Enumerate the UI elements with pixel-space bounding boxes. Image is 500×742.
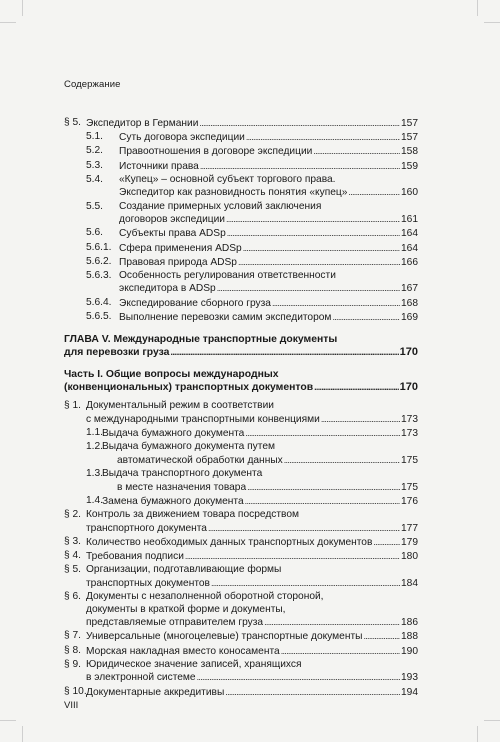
toc-entry-title: Выдача транспортного документа: [102, 468, 263, 480]
toc-entry-number: § 10.: [64, 685, 87, 697]
toc-entry-number: § 9.: [64, 658, 81, 670]
toc-page-number: 180: [401, 551, 418, 563]
dot-leader: [272, 297, 400, 311]
toc-entry-title: Документы с незаполненной оборотной стороной,: [86, 591, 324, 603]
dot-leader: [284, 454, 400, 468]
toc-page-number: 193: [401, 672, 418, 684]
dot-leader: [185, 550, 400, 564]
dot-leader: [197, 671, 400, 685]
toc-entry-title: в месте назначения товара: [117, 481, 247, 493]
toc-entry-number: 5.6.3.: [86, 269, 112, 281]
toc-entry: [64, 270, 418, 296]
toc-entry-number: 1.1.: [86, 427, 103, 439]
toc-entry-number: 5.6.: [86, 227, 103, 239]
toc-entry: [64, 427, 418, 441]
toc-entry: [64, 256, 418, 270]
toc-entry-number: 5.4.: [86, 173, 103, 185]
toc-entry: [64, 564, 418, 590]
toc-entry: [64, 659, 418, 685]
toc-entry-title: Субъекты права ADSp: [119, 228, 226, 240]
toc-page-number: 168: [401, 297, 418, 309]
toc-entry-number: § 7.: [64, 630, 81, 642]
dot-leader: [217, 282, 400, 296]
dot-leader: [348, 186, 400, 200]
toc-page-number: 173: [401, 414, 418, 426]
toc-entry-number: 5.6.1.: [86, 241, 112, 253]
toc-entry: [64, 311, 418, 325]
dot-leader: [314, 381, 399, 394]
toc-page-number: 194: [401, 686, 418, 698]
toc-entry: [64, 400, 418, 426]
toc-entry: [64, 242, 418, 256]
toc-entry-title: в электронной системе: [86, 672, 196, 684]
toc-page-number: 161: [401, 214, 418, 226]
toc-entry-title: ГЛАВА V. Международные транспортные документы: [64, 334, 338, 346]
toc-entry-title: Юридическое значение записей, хранящихся: [86, 658, 302, 670]
dot-leader: [246, 131, 400, 145]
toc-page-number: 164: [401, 242, 418, 254]
toc-page-number: 164: [401, 228, 418, 240]
dot-leader: [200, 160, 400, 174]
toc-entry-title: Организации, подготавливающие формы: [86, 564, 282, 576]
toc-entry-title: Требования подписи: [86, 551, 184, 563]
toc-entry: [64, 297, 418, 311]
toc-entry: [64, 174, 418, 200]
crop-mark: [0, 22, 16, 23]
dot-leader: [332, 311, 400, 325]
toc-chapter: [64, 333, 418, 359]
toc-entry: [64, 201, 418, 227]
toc-entry: [64, 536, 418, 550]
crop-mark: [0, 720, 16, 721]
toc-entry-title: «Купец» – основной субъект торгового права.: [119, 173, 336, 185]
toc-part: [64, 368, 418, 394]
dot-leader: [247, 481, 400, 495]
crop-mark: [22, 726, 23, 742]
toc-entry-title: Сфера применения ADSp: [119, 242, 242, 254]
dot-leader: [245, 427, 400, 441]
toc-entry-title: с международными транспортными конвенциями: [86, 414, 320, 426]
toc-entry: [64, 441, 418, 467]
toc-entry: [64, 227, 418, 241]
toc-entry: [64, 591, 418, 630]
toc-entry-title: автоматической обработки данных: [117, 455, 283, 466]
toc-entry-number: 1.2.: [86, 441, 103, 453]
toc-entry: [64, 160, 418, 174]
toc-entry: [64, 686, 418, 700]
toc-page-number: 159: [401, 160, 418, 172]
toc-entry-title: Правоотношения в договоре экспедиции: [119, 146, 313, 158]
toc-entry-title: Экспедирование сборного груза: [119, 297, 271, 309]
toc-entry: [64, 630, 418, 644]
dot-leader: [227, 227, 400, 241]
toc-entry: [64, 117, 418, 131]
toc-entry-title: Часть I. Общие вопросы международных: [64, 369, 279, 381]
dot-leader: [238, 256, 400, 270]
toc-entry-number: 1.4.: [86, 494, 103, 506]
toc-entry-number: § 2.: [64, 509, 81, 521]
toc-page-number: 157: [401, 118, 418, 129]
toc-page-number: 177: [401, 522, 418, 534]
dot-leader: [281, 645, 400, 659]
dot-leader: [243, 242, 400, 256]
toc-page-number: 160: [401, 187, 418, 199]
toc-entry-title: для перевозки груза: [64, 347, 170, 359]
toc-page-number: 170: [399, 346, 418, 359]
dot-leader: [313, 145, 400, 159]
toc-page-number: 188: [401, 631, 418, 643]
toc-page-number: 158: [401, 146, 418, 158]
toc-entry: [64, 468, 418, 494]
toc-entry-title: Количество необходимых данных транспортных документов: [86, 536, 373, 548]
table-of-contents: [64, 117, 418, 700]
toc-entry-title: Создание примерных условий заключения: [119, 200, 322, 212]
crop-mark: [484, 720, 500, 721]
toc-entry-title: Источники права: [119, 160, 199, 172]
dot-leader: [170, 346, 398, 359]
toc-entry-number: 5.6.2.: [86, 255, 112, 267]
toc-page-number: 170: [399, 381, 418, 394]
toc-entry-title: (конвенциональных) транспортных документов: [64, 382, 314, 394]
toc-entry: [64, 509, 418, 535]
crop-mark: [477, 0, 478, 16]
toc-entry-title: Суть договора экспедиции: [119, 132, 245, 144]
dot-leader: [245, 495, 400, 509]
crop-mark: [22, 0, 23, 16]
toc-page-number: 179: [401, 536, 418, 548]
toc-entry-title: Контроль за движением товара посредством: [86, 509, 299, 521]
toc-page-number: 190: [401, 645, 418, 657]
toc-entry-title: документы в краткой форме и документы,: [86, 603, 286, 615]
toc-entry-number: § 4.: [64, 550, 81, 562]
toc-page-number: 166: [401, 256, 418, 268]
toc-page-number: 157: [401, 132, 418, 144]
toc-entry-title: представляемые отправителем груза: [86, 617, 264, 629]
toc-entry-title: договоров экспедиции: [119, 214, 225, 226]
toc-page-number: 184: [401, 577, 418, 589]
toc-entry: [64, 131, 418, 145]
toc-entry-number: 5.3.: [86, 159, 103, 171]
dot-leader: [211, 577, 400, 591]
toc-entry-number: § 6.: [64, 591, 81, 603]
crop-mark: [477, 726, 478, 742]
toc-entry-title: Выполнение перевозки самим экспедитором: [119, 311, 332, 323]
toc-entry-title: Документальный режим в соответствии: [86, 400, 274, 412]
toc-entry-number: § 8.: [64, 644, 81, 656]
dot-leader: [225, 686, 400, 700]
toc-entry-number: § 5.: [64, 117, 81, 128]
toc-entry-title: транспортного документа: [86, 522, 207, 534]
toc-entry-number: 5.2.: [86, 145, 103, 157]
toc-page-number: 176: [401, 495, 418, 507]
toc-entry-number: § 3.: [64, 535, 81, 547]
running-header: Содержание: [64, 79, 121, 90]
dot-leader: [321, 413, 400, 427]
toc-page-number: 173: [401, 428, 418, 440]
toc-page-number: 186: [401, 617, 418, 629]
toc-entry-title: Экспедитор в Германии: [86, 118, 199, 129]
toc-entry-title: Морская накладная вместо коносамента: [86, 645, 280, 657]
toc-entry-number: 5.6.4.: [86, 296, 112, 308]
dot-leader: [363, 630, 400, 644]
toc-page-number: 169: [401, 311, 418, 323]
toc-page-number: 175: [401, 481, 418, 493]
dot-leader: [208, 522, 400, 536]
toc-entry-title: Выдача бумажного документа путем: [102, 441, 275, 453]
toc-entry-title: Замена бумажного документа: [102, 495, 244, 507]
toc-entry: [64, 495, 418, 509]
toc-entry-number: 5.5.: [86, 200, 103, 212]
toc-page-number: 167: [401, 283, 418, 295]
dot-leader: [264, 616, 400, 630]
toc-entry-title: Экспедитор как разновидность понятия «купец»: [119, 187, 348, 199]
toc-entry-title: Документарные аккредитивы: [86, 686, 225, 698]
toc-entry: [64, 550, 418, 564]
toc-entry-title: Правовая природа ADSp: [119, 256, 237, 268]
toc-entry-number: § 1.: [64, 400, 81, 412]
toc-entry-title: транспортных документов: [86, 577, 210, 589]
dot-leader: [373, 536, 400, 550]
page-number: VIII: [64, 700, 79, 711]
toc-entry: [64, 145, 418, 159]
toc-entry-number: § 5.: [64, 564, 81, 576]
dot-leader: [199, 117, 400, 131]
toc-entry: [64, 645, 418, 659]
toc-entry-title: Универсальные (многоцелевые) транспортные документы: [86, 631, 363, 643]
toc-entry-title: Особенность регулирования ответственности: [119, 269, 336, 281]
toc-entry-title: экспедитора в ADSp: [119, 283, 216, 295]
toc-entry-number: 5.6.5.: [86, 310, 112, 322]
toc-entry-number: 5.1.: [86, 131, 103, 143]
toc-entry-title: Выдача бумажного документа: [102, 428, 245, 440]
toc-entry-number: 1.3.: [86, 468, 103, 480]
dot-leader: [226, 213, 400, 227]
crop-mark: [484, 22, 500, 23]
toc-page-number: 175: [401, 455, 418, 466]
